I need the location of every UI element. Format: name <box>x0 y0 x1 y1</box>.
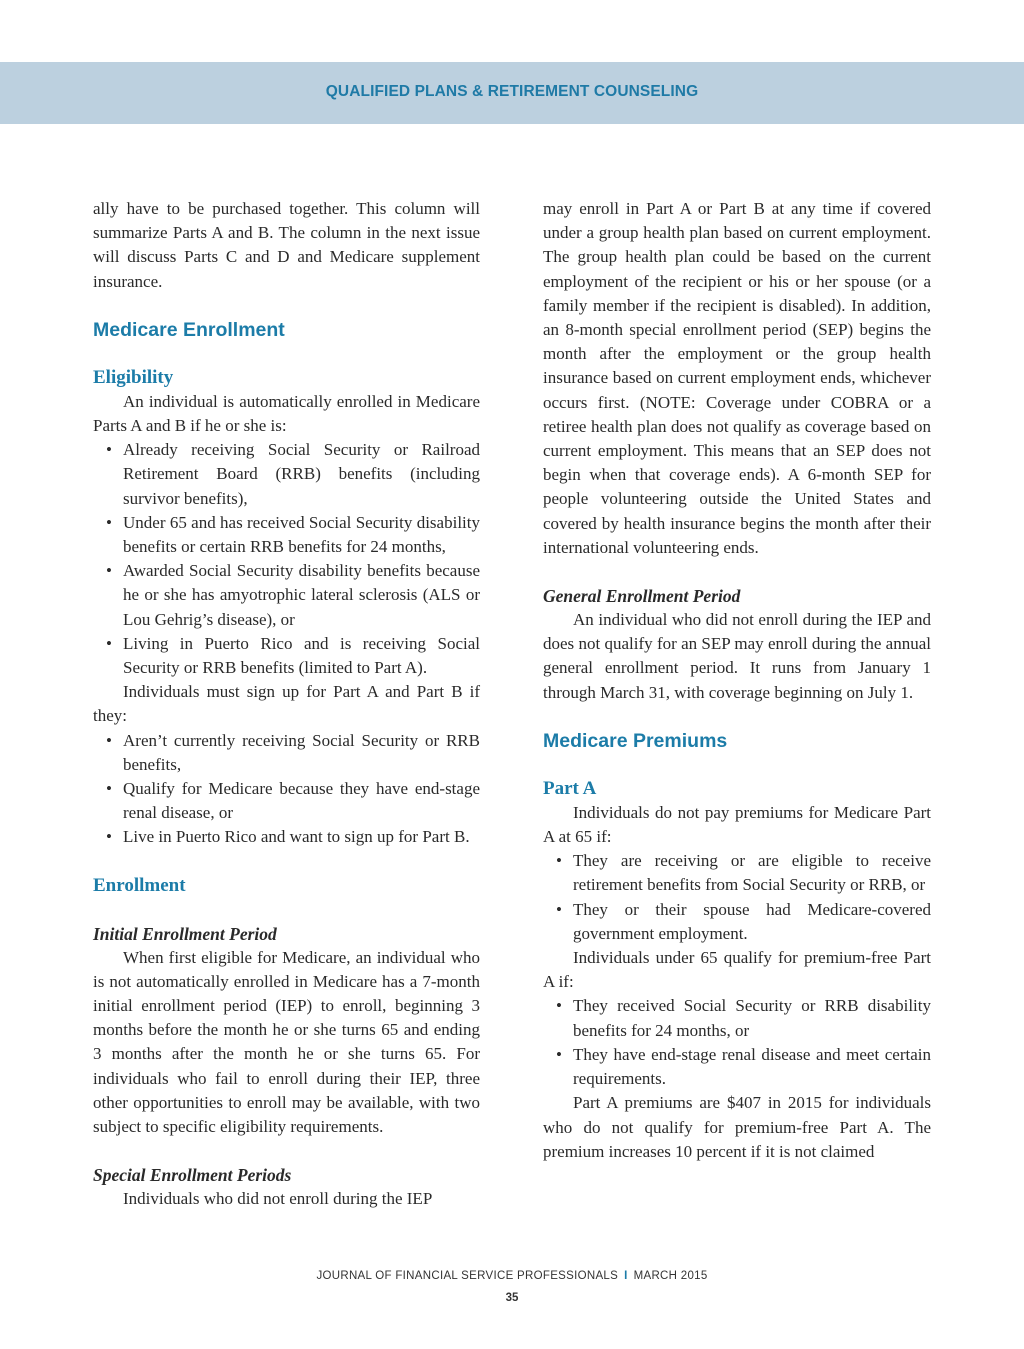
signup-intro: Individuals must sign up for Part A and Part B if they: <box>93 682 480 726</box>
medicare-enrollment-heading: Medicare Enrollment <box>93 318 285 341</box>
list-item: • They or their spouse had Medicare-covered government employment. <box>543 898 931 946</box>
gep-heading: General Enrollment Period <box>543 586 741 607</box>
list-item: • They received Social Security or RRB disability benefits for 24 months, or <box>543 994 931 1042</box>
list-item: • Awarded Social Security disability benefits because he or she has amyotrophic lateral sclerosis (ALS or Lou Gehrig’s disease), or <box>93 559 480 632</box>
medicare-premiums-heading: Medicare Premiums <box>543 729 728 752</box>
list-item: • Living in Puerto Rico and is receiving Social Security or RRB benefits (limited to Part A). <box>93 632 480 680</box>
journal-name: JOURNAL OF FINANCIAL SERVICE PROFESSIONALS <box>316 1270 619 1282</box>
list-item: • They are receiving or are eligible to receive retirement benefits from Social Security or RRB, or <box>543 849 931 897</box>
right-column <box>543 197 931 1164</box>
issue-date: MARCH 2015 <box>633 1270 708 1282</box>
sep-paragraph-continued: may enroll in Part A or Part B at any time if covered under a group health plan based on current employment. The group health plan could be based on the current employment of the recipient or his or her spouse (or a family member if the recipient is disabled). In addition, an 8-month special enrollment period (SEP) begins the month after the employment or the group health insurance based on current employment ends, whichever occurs first. (NOTE: Coverage under COBRA or a retiree health plan does not qualify as coverage based on current employment. This means that an SEP does not begin when that coverage ends). A 6-month SEP for people volunteering outside the United States and covered by health insurance begins the month after their international volunteering ends. <box>543 199 931 557</box>
eligibility-heading: Eligibility <box>93 366 174 388</box>
part-a-heading: Part A <box>543 777 597 799</box>
enrollment-heading: Enrollment <box>93 874 186 896</box>
iep-heading: Initial Enrollment Period <box>93 923 277 944</box>
list-item: • They have end-stage renal disease and meet certain requirements. <box>543 1043 931 1091</box>
list-item: • Under 65 and has received Social Security disability benefits or certain RRB benefits for 24 months, <box>93 511 480 559</box>
intro-paragraph: ally have to be purchased together. This column will summarize Parts A and B. The column in the next issue will discuss Parts C and D and Medicare supplement insurance. <box>93 199 480 291</box>
list-item: • Already receiving Social Security or Railroad Retirement Board (RRB) benefits (including survivor benefits), <box>93 438 480 511</box>
part-a-intro: Individuals do not pay premiums for Medicare Part A at 65 if: <box>543 802 931 847</box>
header-banner <box>0 62 1024 124</box>
part-a-list <box>543 849 931 946</box>
page-footer <box>0 1270 1024 1282</box>
sep-paragraph-start: Individuals who did not enroll during the IEP <box>123 1189 433 1209</box>
left-column <box>93 197 480 1212</box>
automatic-enrollment-list <box>93 438 480 680</box>
under-65-list <box>543 994 931 1091</box>
section-header-title: QUALIFIED PLANS & RETIREMENT COUNSELING <box>325 83 699 100</box>
gep-paragraph: An individual who did not enroll during the IEP and does not qualify for an SEP may enroll during the annual general enrollment period. It runs from January 1 through March 31, with coverage beginning on July 1. <box>543 610 931 702</box>
page-number: 35 <box>505 1292 519 1304</box>
list-item: • Aren’t currently receiving Social Security or RRB benefits, <box>93 729 480 777</box>
footer-separator: I <box>624 1270 628 1282</box>
iep-paragraph: When first eligible for Medicare, an individual who is not automatically enrolled in Medicare has a 7-month initial enrollment period (IEP) to enroll, beginning 3 months before the month he or she turns 65 and ending 3 months after the month he or she turns 65. For individuals who fail to enroll during their IEP, three other opportunities to enroll may be available, with two subject to specific eligibility requirements. <box>93 947 480 1137</box>
eligibility-intro: An individual is automatically enrolled in Medicare Parts A and B if he or she is: <box>93 391 480 436</box>
sep-heading: Special Enrollment Periods <box>93 1165 292 1186</box>
signup-list <box>93 729 480 850</box>
under-65-intro: Individuals under 65 qualify for premium-free Part A if: <box>543 948 931 992</box>
list-item: • Live in Puerto Rico and want to sign up for Part B. <box>93 825 480 849</box>
part-a-premium-paragraph: Part A premiums are $407 in 2015 for individuals who do not qualify for premium-free Part A. The premium increases 10 percent if it is not claimed <box>543 1093 931 1161</box>
list-item: • Qualify for Medicare because they have end-stage renal disease, or <box>93 777 480 825</box>
